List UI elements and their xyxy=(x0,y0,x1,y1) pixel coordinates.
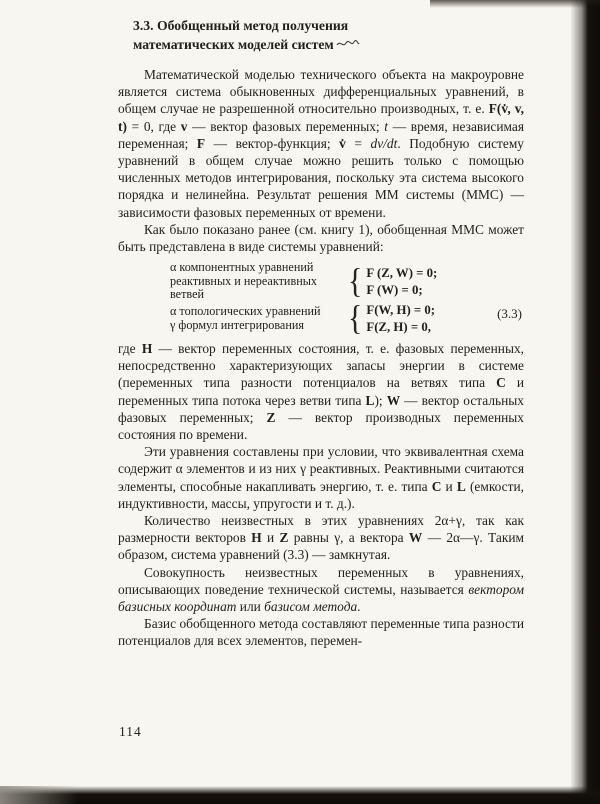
section-heading-line2-text: математических моделей систем xyxy=(133,37,334,52)
equation-line: F (Z, W) = 0; xyxy=(366,266,438,281)
body-text xyxy=(118,66,524,650)
paragraph: Как было показано ранее (см. книгу 1), обобщенная ММС может быть представлена в виде системы уравнений: xyxy=(118,221,524,255)
equation-label-line: α компонентных уравнений xyxy=(170,260,314,275)
paragraph: Количество неизвестных в этих уравнениях 2α+γ, так как размерности векторов H и Z равны γ, а вектора W — 2α—γ. Таким образом, система уравнений (3.3) — замкнутая. xyxy=(118,513,524,563)
equation-label-line: реактивных и нереактивных xyxy=(170,273,318,288)
section-heading-line2 xyxy=(133,35,453,54)
equation-line: F(W, H) = 0; xyxy=(366,303,436,318)
paragraph: Базис обобщенного метода составляют переменные типа разности потенциалов для всех элементов, перемен- xyxy=(118,616,524,649)
left-brace: { xyxy=(348,298,363,337)
section-heading-line1: 3.3. Обобщенный метод получения xyxy=(133,18,349,33)
paragraphs-after-equation xyxy=(118,340,524,650)
scan-edge-right xyxy=(570,0,600,804)
paragraphs-before-equation xyxy=(118,66,524,255)
paragraph: Эти уравнения составлены при условии, что эквивалентная схема содержит α элементов и из них γ реактивных. Реактивными считаются элементы, способные накапливать энергию, т. е. типа C и L (емкости, индуктивности, массы, упругости и т. д.). xyxy=(118,444,524,511)
paragraph: Совокупность неизвестных переменных в уравнениях, описывающих поведение технической системы, называется вектором базисных координат или базисом метода. xyxy=(118,564,524,615)
equation-group-component xyxy=(170,261,524,302)
equation-label-line: γ формул интегрирования xyxy=(170,317,304,332)
section-heading xyxy=(133,16,453,54)
equation-block xyxy=(170,261,524,335)
equation-lines-component xyxy=(366,265,437,298)
pen-squiggle-icon xyxy=(336,39,360,49)
equation-label-line: α топологических уравнений xyxy=(170,303,321,318)
equation-group-topological xyxy=(170,298,524,337)
equation-line: F (W) = 0; xyxy=(366,282,423,297)
paragraph: где H — вектор переменных состояния, т. е. фазовых переменных, непосредственно характеризующих запасы энергии в системе (переменных типа разности потенциалов на ветвях типа C и переменных типа потока через ветви типа L); W — вектор остальных фазовых переменных; Z — вектор производных переменных состояния по времени. xyxy=(118,341,524,443)
paragraph: Математической моделью технического объекта на макроуровне является система обыкновенных дифференциальных уравнений, в общем случае не разрешенной относительно производных, т. е. F(v̇, v, t) = 0, где v — вектор фазовых переменных; t — время, независимая переменная; F — вектор-функция; v̇ = dv/dt. Подобную систему уравнений в общем случае можно решить только с помощью численных методов интегрирования, поскольку эта система высокого порядка и нелинейна. Результат решения ММ системы (ММС) — зависимости фазовых переменных от времени. xyxy=(118,67,524,220)
page-number: 114 xyxy=(119,724,142,739)
equation-line: F(Z, H) = 0, xyxy=(366,319,431,334)
equation-lines-topological xyxy=(366,302,435,335)
scan-edge-bottom xyxy=(0,786,600,804)
left-brace: { xyxy=(348,262,363,301)
scan-edge-top-right xyxy=(430,0,600,8)
equation-label-component xyxy=(170,261,346,302)
equation-label-line: ветвей xyxy=(170,287,205,302)
equation-number: (3.3) xyxy=(497,306,522,322)
equation-label-topological xyxy=(170,305,346,332)
